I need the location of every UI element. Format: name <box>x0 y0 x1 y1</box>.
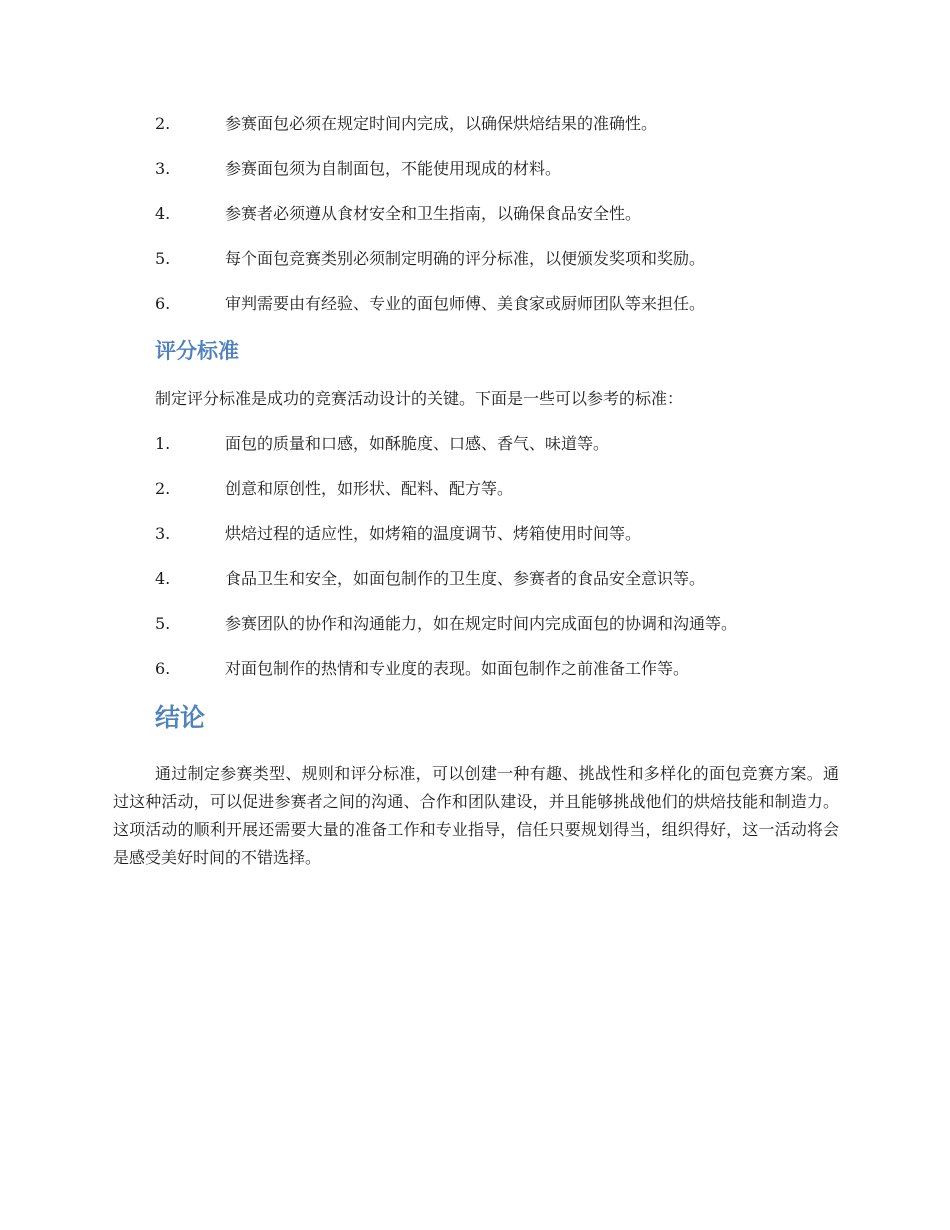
list-item-text: 参赛团队的协作和沟通能力，如在规定时间内完成面包的协调和沟通等。 <box>225 614 738 633</box>
section-heading-conclusion: 结论 <box>155 703 206 732</box>
list-item <box>155 613 855 658</box>
list-item-text: 每个面包竞赛类别必须制定明确的评分标准，以便颁发奖项和奖励。 <box>225 249 706 268</box>
list-item-number: 2. <box>155 479 171 498</box>
list-item-number: 2. <box>155 114 171 133</box>
section-heading-scoring: 评分标准 <box>155 339 239 363</box>
list-item-text: 对面包制作的热情和专业度的表现。如面包制作之前准备工作等。 <box>225 659 690 678</box>
list-item <box>155 478 855 523</box>
list-item-number: 5. <box>155 614 171 633</box>
rules-list <box>155 113 855 338</box>
list-item-number: 4. <box>155 569 171 588</box>
list-item-number: 5. <box>155 249 171 268</box>
list-item <box>155 293 855 338</box>
list-item-text: 审判需要由有经验、专业的面包师傅、美食家或厨师团队等来担任。 <box>225 294 706 313</box>
scoring-intro: 制定评分标准是成功的竞赛活动设计的关键。下面是一些可以参考的标准： <box>155 389 684 408</box>
list-item-number: 3. <box>155 159 171 178</box>
list-item-text: 参赛面包必须在规定时间内完成，以确保烘焙结果的准确性。 <box>225 114 658 133</box>
list-item-text: 面包的质量和口感，如酥脆度、口感、香气、味道等。 <box>225 434 610 453</box>
list-item-number: 4. <box>155 204 171 223</box>
list-item-number: 6. <box>155 659 171 678</box>
list-item-number: 1. <box>155 434 171 453</box>
list-item <box>155 433 855 478</box>
list-item <box>155 658 855 703</box>
scoring-list <box>155 433 855 703</box>
list-item <box>155 568 855 613</box>
list-item <box>155 523 855 568</box>
conclusion-paragraph: 通过制定参赛类型、规则和评分标准，可以创建一种有趣、挑战性和多样化的面包竞赛方案。通过这种活动，可以促进参赛者之间的沟通、合作和团队建设，并且能够挑战他们的烘焙技能和制造力。这项活动的顺利开展还需要大量的准备工作和专业指导，信任只要规划得当，组织得好，这一活动将会是感受美好时间的不错选择。 <box>113 764 839 867</box>
list-item <box>155 158 855 203</box>
list-item-text: 食品卫生和安全，如面包制作的卫生度、参赛者的食品安全意识等。 <box>225 569 706 588</box>
list-item-text: 参赛者必须遵从食材安全和卫生指南，以确保食品安全性。 <box>225 204 642 223</box>
list-item-text: 参赛面包须为自制面包，不能使用现成的材料。 <box>225 159 562 178</box>
list-item-text: 创意和原创性，如形状、配料、配方等。 <box>225 479 514 498</box>
list-item <box>155 203 855 248</box>
list-item <box>155 248 855 293</box>
list-item-text: 烘焙过程的适应性，如烤箱的温度调节、烤箱使用时间等。 <box>225 524 642 543</box>
list-item-number: 6. <box>155 294 171 313</box>
list-item-number: 3. <box>155 524 171 543</box>
list-item <box>155 113 855 158</box>
